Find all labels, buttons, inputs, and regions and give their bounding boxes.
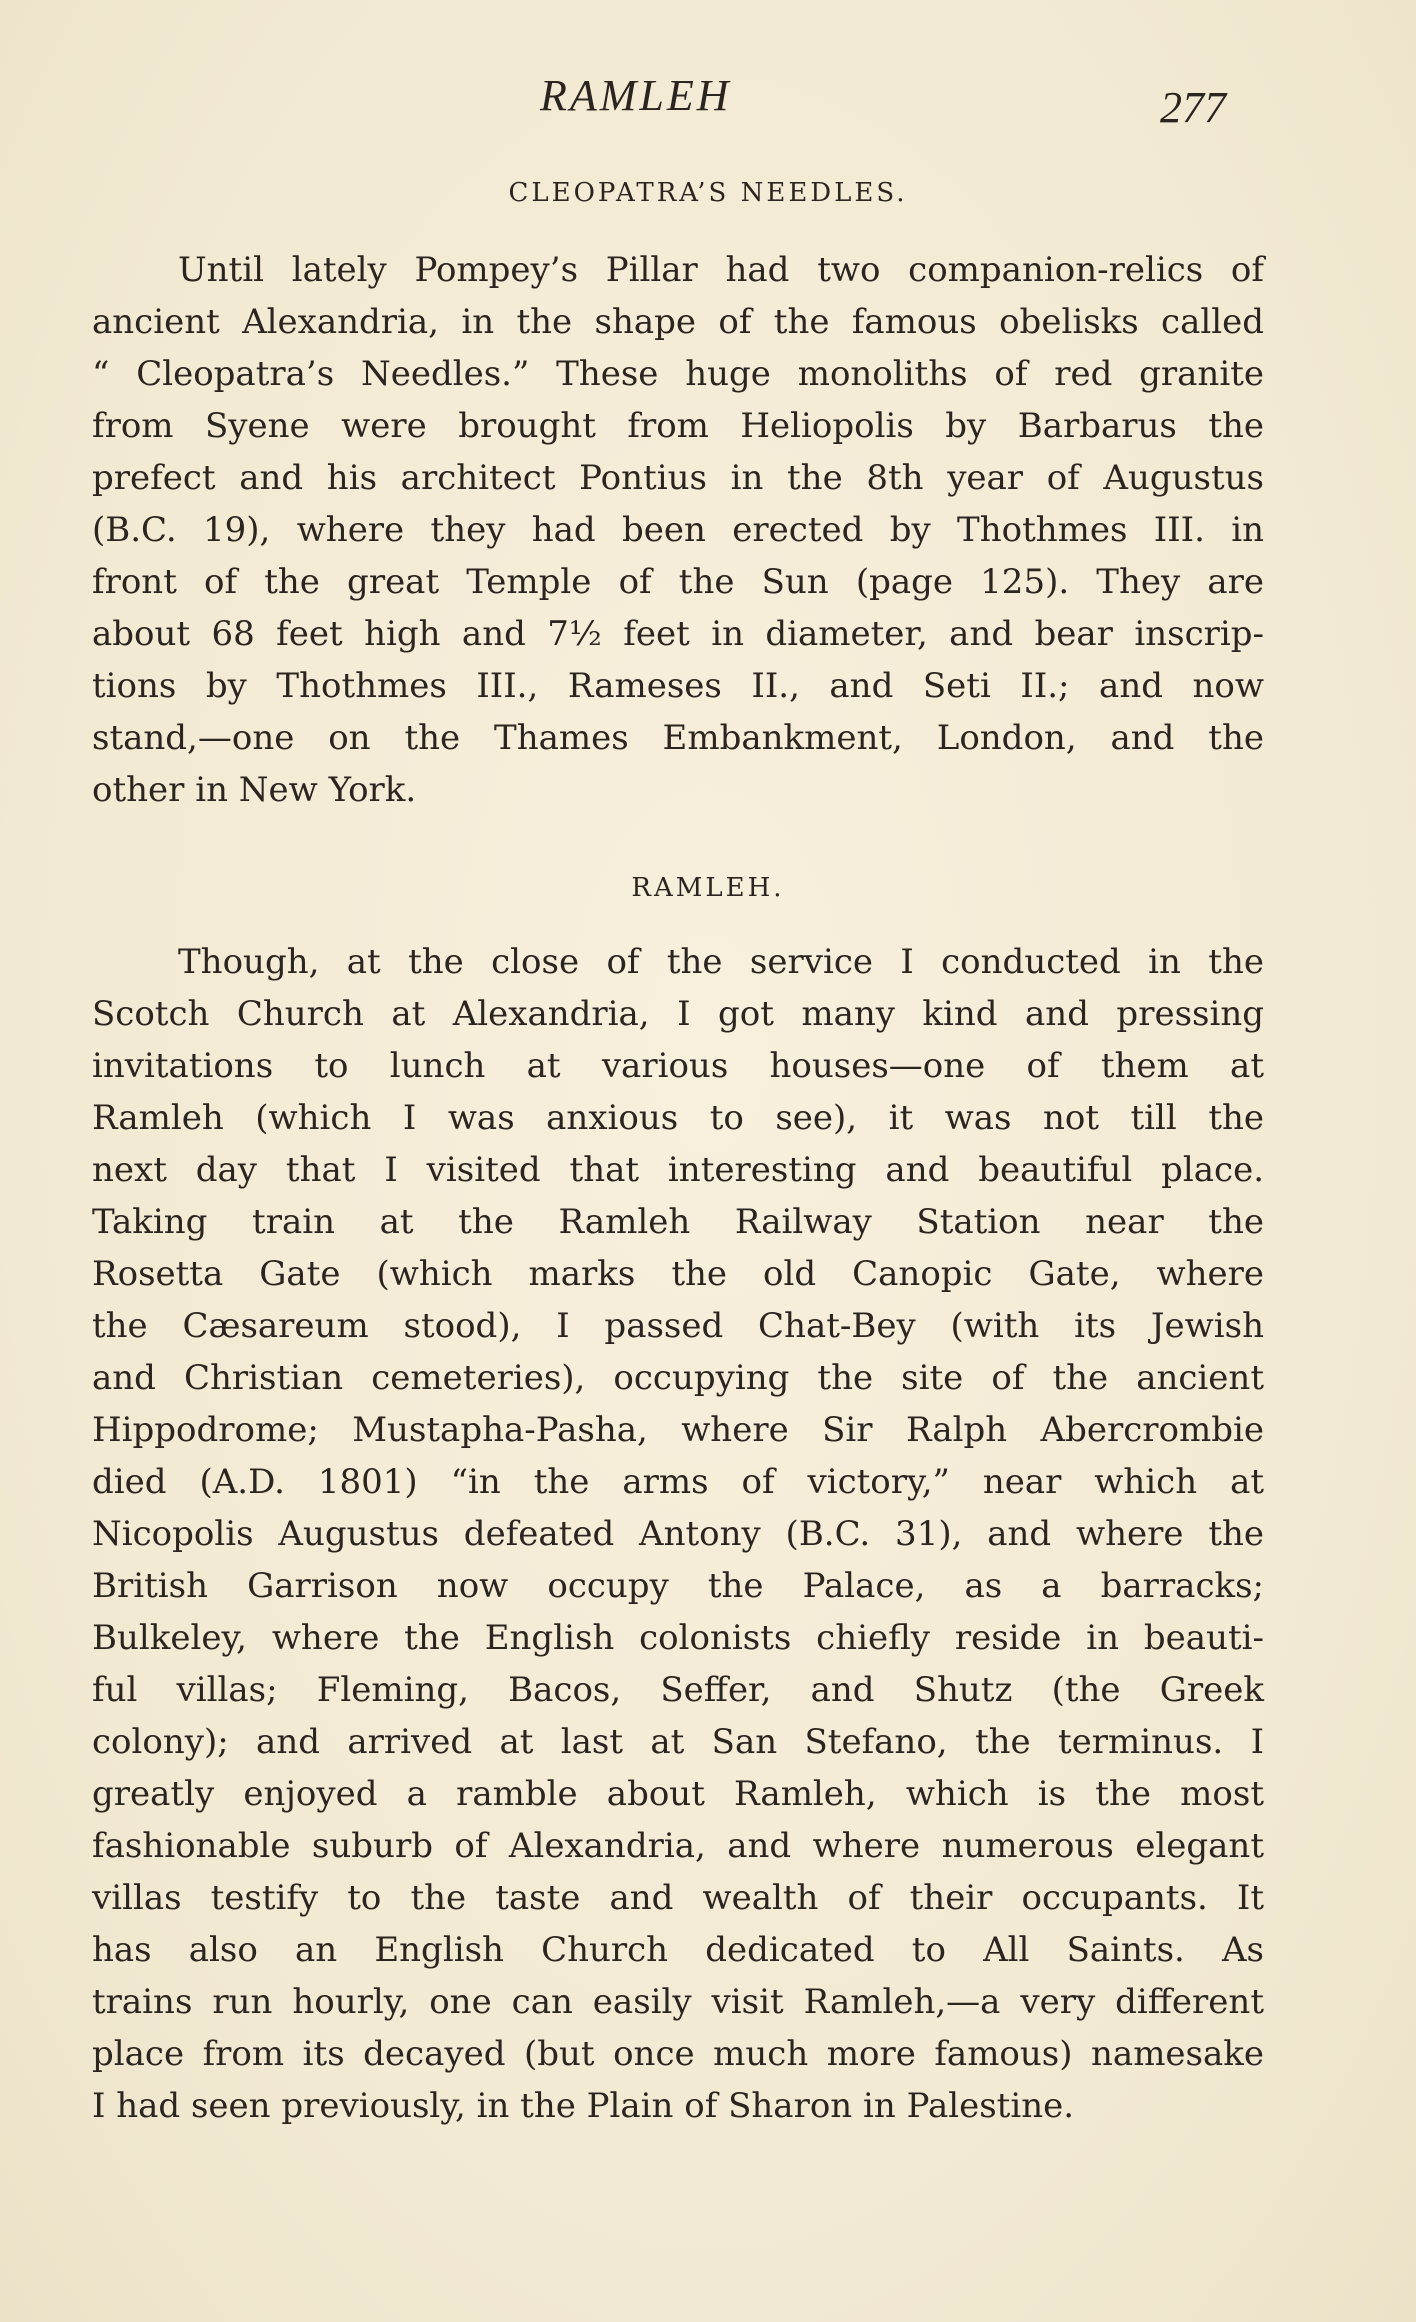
text-line: Though, at the close of the service I conducted in the <box>178 942 1264 982</box>
text-line: prefect and his architect Pontius in the 8th year of Augustus <box>92 458 1264 498</box>
text-line: trains run hourly, one can easily visit Ramleh,—a very different <box>92 1982 1264 2022</box>
text-line: has also an English Church dedicated to All Saints. As <box>92 1930 1264 1970</box>
text-line: died (A.D. 1801) “in the arms of victory,” near which at <box>92 1462 1264 1502</box>
text-line: British Garrison now occupy the Palace, as a barracks; <box>92 1566 1264 1606</box>
text-line: Nicopolis Augustus defeated Antony (B.C. 31), and where the <box>92 1514 1264 1554</box>
text-line: “ Cleopatra’s Needles.” These huge monoliths of red granite <box>92 354 1264 394</box>
text-line: invitations to lunch at various houses—one of them at <box>92 1046 1264 1086</box>
text-line: ancient Alexandria, in the shape of the famous obelisks called <box>92 302 1264 342</box>
running-title: RAMLEH <box>540 71 732 120</box>
text-line: I had seen previously, in the Plain of Sharon in Palestine. <box>92 2086 1075 2126</box>
text-line: other in New York. <box>92 770 417 810</box>
text-line: villas testify to the taste and wealth of their occupants. It <box>92 1878 1264 1918</box>
page-number: 277 <box>1160 83 1226 132</box>
text-line: Bulkeley, where the English colonists chiefly reside in beauti- <box>92 1618 1264 1658</box>
paragraph-cleopatras-needles <box>92 244 1264 816</box>
text-line: fashionable suburb of Alexandria, and where numerous elegant <box>92 1826 1264 1866</box>
text-line: Ramleh (which I was anxious to see), it was not till the <box>92 1098 1264 1138</box>
text-line: and Christian cemeteries), occupying the site of the ancient <box>92 1358 1264 1398</box>
text-line: Until lately Pompey’s Pillar had two companion-relics of <box>178 250 1264 290</box>
section-heading-cleopatras-needles: CLEOPATRA’S NEEDLES. <box>508 178 908 208</box>
text-line: ful villas; Fleming, Bacos, Seffer, and Shutz (the Greek <box>92 1670 1264 1710</box>
text-line: stand,—one on the Thames Embankment, London, and the <box>92 718 1264 758</box>
text-line: Taking train at the Ramleh Railway Station near the <box>92 1202 1264 1242</box>
text-line: about 68 feet high and 7½ feet in diameter, and bear inscrip- <box>92 614 1264 654</box>
text-line: from Syene were brought from Heliopolis by Barbarus the <box>92 406 1264 446</box>
paragraph-ramleh <box>92 936 1264 2132</box>
text-line: next day that I visited that interesting and beautiful place. <box>92 1150 1264 1190</box>
text-line: front of the great Temple of the Sun (page 125). They are <box>92 562 1264 602</box>
section-heading-ramleh: RAMLEH. <box>631 873 785 903</box>
text-line: the Cæsareum stood), I passed Chat-Bey (with its Jewish <box>92 1306 1264 1346</box>
text-line: greatly enjoyed a ramble about Ramleh, which is the most <box>92 1774 1264 1814</box>
text-line: tions by Thothmes III., Rameses II., and Seti II.; and now <box>92 666 1264 706</box>
text-line: place from its decayed (but once much more famous) namesake <box>92 2034 1264 2074</box>
text-line: colony); and arrived at last at San Stefano, the terminus. I <box>92 1722 1264 1762</box>
text-line: Rosetta Gate (which marks the old Canopic Gate, where <box>92 1254 1264 1294</box>
text-line: Hippodrome; Mustapha-Pasha, where Sir Ralph Abercrombie <box>92 1410 1264 1450</box>
text-line: Scotch Church at Alexandria, I got many kind and pressing <box>92 994 1264 1034</box>
text-line: (B.C. 19), where they had been erected by Thothmes III. in <box>92 510 1264 550</box>
